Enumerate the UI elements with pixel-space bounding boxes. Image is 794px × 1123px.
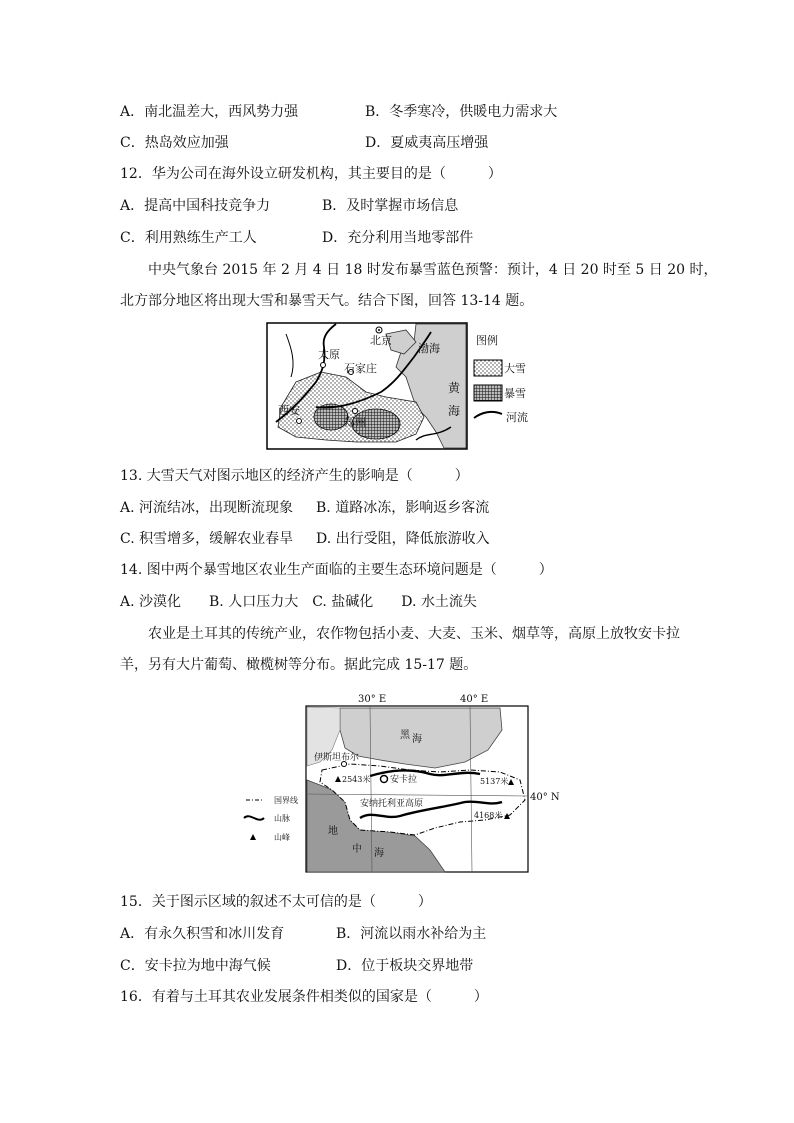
label-xian: 西安 (278, 404, 300, 417)
q15-option-b: B．河流以雨水补给为主 (336, 926, 487, 942)
label-ankara: 安卡拉 (390, 775, 418, 785)
q15-option-c: C．安卡拉为地中海气候 (120, 958, 271, 974)
passage1-line2: 北方部分地区将出现大雪和暴雪天气。结合下图，回答 13-14 题。 (120, 293, 534, 309)
label-zhengzhou: 郑州 (344, 416, 366, 429)
label-taiyuan: 太原 (318, 348, 340, 361)
label-shijiazhuang: 石家庄 (344, 362, 377, 375)
q13-option-a: A. 河流结冰，出现断流现象 (120, 500, 294, 516)
legend-heavy-snow: 大雪 (504, 362, 526, 375)
map2-legend (244, 795, 298, 842)
label-lon30: 30° E (358, 694, 387, 705)
turkey-map (240, 690, 570, 876)
q16-stem: 16．有着与土耳其农业发展条件相类似的国家是（ ） (120, 989, 488, 1005)
label-peak-2543: 2543米 (342, 775, 371, 784)
label-lon40: 40° E (460, 694, 489, 705)
snowfall-map (266, 322, 532, 452)
label-di: 地 (328, 826, 338, 837)
q13-option-c: C. 积雪增多，缓解农业春旱 (120, 531, 294, 547)
q13-stem: 13. 大雪天气对图示地区的经济产生的影响是（ ） (120, 468, 469, 484)
label-peak-5137: 5137米 (480, 777, 509, 786)
q12-option-d: D．充分利用当地零部件 (322, 230, 474, 246)
q13-option-d: D. 出行受阻，降低旅游收入 (316, 531, 490, 547)
legend-swatch-blizzard (474, 385, 502, 401)
label-peak-4168: 4168米 (474, 811, 503, 820)
q15-option-d: D．位于板块交界地带 (336, 958, 474, 974)
label-anatolia: 安纳托利亚高原 (360, 799, 424, 809)
q11-option-a: A．南北温差大，西风势力强 (120, 104, 299, 120)
zhengzhou-marker (353, 409, 358, 414)
label-huang: 黄 (448, 381, 461, 395)
legend-title: 图例 (476, 334, 498, 347)
q14-options: A. 沙漠化 B. 人口压力大 C. 盐碱化 D. 水土流失 (120, 594, 477, 610)
legend-swatch-mountain (244, 816, 264, 819)
legend-border: 国界线 (274, 796, 298, 805)
q12-option-b: B．及时掌握市场信息 (322, 198, 459, 214)
label-hai-black: 海 (412, 734, 422, 745)
passage2-line2: 羊，另有大片葡萄、橄榄树等分布。据此完成 15-17 题。 (120, 657, 478, 673)
q15-stem: 15．关于图示区域的叙述不太可信的是（ ） (120, 894, 432, 910)
q14-stem: 14. 图中两个暴雪地区农业生产面临的主要生态环境问题是（ ） (120, 562, 553, 578)
label-beijing: 北京 (370, 334, 392, 347)
q11-option-c: C．热岛效应加强 (120, 135, 229, 151)
map1-legend (474, 333, 528, 424)
label-istanbul: 伊斯坦布尔 (314, 753, 360, 763)
passage1-line1: 中央气象台 2015 年 2 月 4 日 18 时发布暴雪蓝色预警：预计，4 日 20 时至 5 日 20 时， (148, 262, 718, 278)
label-hei: 黑 (400, 730, 410, 741)
xian-marker (297, 419, 302, 424)
ankara-marker (381, 776, 388, 783)
q11-option-b: B．冬季寒冷，供暖电力需求大 (365, 104, 558, 120)
q12-option-c: C．利用熟练生产工人 (120, 230, 257, 246)
legend-swatch-river (474, 412, 502, 418)
q12-stem: 12．华为公司在海外设立研发机构，其主要目的是（ ） (120, 166, 502, 182)
q15-option-a: A．有永久积雪和冰川发育 (120, 926, 285, 942)
taiyuan-marker (321, 363, 326, 368)
label-zhong: 中 (352, 844, 362, 855)
q12-option-a: A．提高中国科技竞争力 (120, 198, 271, 214)
label-lat40: 40° N (530, 792, 560, 803)
label-hai-med: 海 (374, 848, 384, 859)
legend-peak: 山峰 (274, 833, 290, 842)
passage2-line1: 农业是土耳其的传统产业，农作物包括小麦、大麦、玉米、烟草等，高原上放牧安卡拉 (148, 626, 680, 642)
label-hai: 海 (448, 404, 461, 418)
legend-mountain: 山脉 (274, 814, 290, 823)
legend-swatch-heavy-snow (474, 360, 502, 376)
legend-blizzard: 暴雪 (504, 387, 526, 400)
legend-river: 河流 (506, 411, 528, 424)
label-bohai: 渤海 (418, 342, 440, 355)
q11-option-d: D．夏威夷高压增强 (365, 135, 489, 151)
legend-swatch-peak (250, 834, 256, 840)
q13-option-b: B. 道路冰冻，影响返乡客流 (316, 500, 490, 516)
